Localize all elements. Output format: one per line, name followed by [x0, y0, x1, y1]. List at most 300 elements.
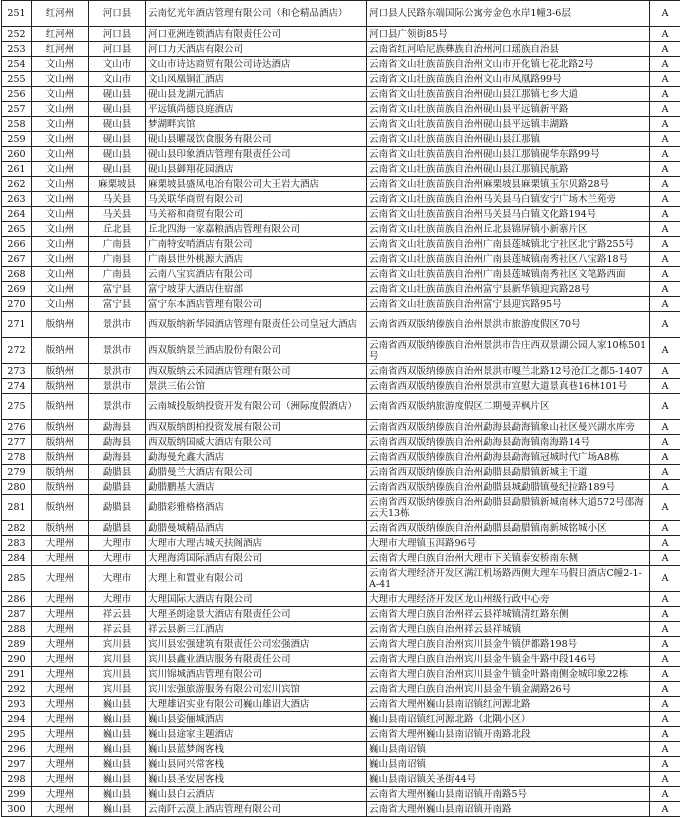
address-cell: 云南省文山壮族苗族自治州砚山县江那镇民航路	[367, 162, 650, 177]
row-number-cell: 285	[2, 566, 32, 592]
county-cell: 砚山县	[89, 162, 146, 177]
rating-cell: A	[650, 465, 680, 480]
table-row	[2, 420, 680, 435]
row-number-cell: 276	[2, 420, 32, 435]
address-cell: 云南省西双版纳傣族自治州勐海县勐海镇象山社区曼兴湖水库旁	[367, 420, 650, 435]
address-cell: 巍山县南诏镇	[367, 757, 650, 772]
prefecture-cell: 文山州	[32, 222, 89, 237]
table-row	[2, 27, 680, 42]
table-row	[2, 450, 680, 465]
hotel-name-cell: 文山市诗达商贸有限公司诗达酒店	[146, 57, 367, 72]
county-cell: 大理市	[89, 592, 146, 607]
hotel-name-cell: 富宁坡芽大酒店住宿部	[146, 282, 367, 297]
rating-cell: A	[650, 450, 680, 465]
prefecture-cell: 文山州	[32, 207, 89, 222]
address-cell: 云南省西双版纳傣族自治州景洪市旅游度假区70号	[367, 312, 650, 338]
prefecture-cell: 版纳州	[32, 420, 89, 435]
table-row	[2, 192, 680, 207]
rating-cell: A	[650, 742, 680, 757]
hotel-name-cell: 西双版纳朗柏投资发展有限公司	[146, 420, 367, 435]
hotel-name-cell: 大理圣朗途景大酒店有限责任公司	[146, 607, 367, 622]
prefecture-cell: 大理州	[32, 727, 89, 742]
county-cell: 砚山县	[89, 102, 146, 117]
hotel-name-cell: 大理上和置业有限公司	[146, 566, 367, 592]
hotel-name-cell: 河口亚洲连锁酒店有限责任公司	[146, 27, 367, 42]
prefecture-cell: 大理州	[32, 712, 89, 727]
address-cell: 云南省文山壮族苗族自治州富宁县迎宾路95号	[367, 297, 650, 312]
hotel-name-cell: 宾川县宏强建筑有限责任公司宏强酒店	[146, 637, 367, 652]
county-cell: 景洪市	[89, 312, 146, 338]
rating-cell: A	[650, 207, 680, 222]
rating-cell: A	[650, 267, 680, 282]
row-number-cell: 252	[2, 27, 32, 42]
prefecture-cell: 大理州	[32, 802, 89, 817]
hotel-name-cell: 勐腊鹏基大酒店	[146, 480, 367, 495]
county-cell: 大理市	[89, 566, 146, 592]
table-row	[2, 566, 680, 592]
rating-cell: A	[650, 697, 680, 712]
county-cell: 马关县	[89, 207, 146, 222]
hotel-name-cell: 砚山县印象酒店管理有限责任公司	[146, 147, 367, 162]
address-cell: 云南省西双版纳傣族自治州景洪市宣慰大道景真巷16林101号	[367, 379, 650, 394]
hotel-name-cell: 梦湖畔宾馆	[146, 117, 367, 132]
table-row	[2, 802, 680, 817]
table-row	[2, 297, 680, 312]
county-cell: 宾川县	[89, 667, 146, 682]
row-number-cell: 289	[2, 637, 32, 652]
hotel-name-cell: 马关联华商贸有限公司	[146, 192, 367, 207]
row-number-cell: 273	[2, 364, 32, 379]
hotel-name-cell: 巍山县圣安居客栈	[146, 772, 367, 787]
row-number-cell: 300	[2, 802, 32, 817]
address-cell: 云南省大理白族自治州祥云县祥城镇清红路东侧	[367, 607, 650, 622]
hotel-name-cell: 大理国际大酒店有限公司	[146, 592, 367, 607]
row-number-cell: 298	[2, 772, 32, 787]
hotel-name-cell: 巍山县姿俪城酒店	[146, 712, 367, 727]
hotel-name-cell: 云南城投版纳投资开发有限公司（洲际度假酒店）	[146, 394, 367, 420]
county-cell: 景洪市	[89, 364, 146, 379]
table-row	[2, 480, 680, 495]
row-number-cell: 296	[2, 742, 32, 757]
address-cell: 云南省大理州巍山县南诏镇开南路5号	[367, 787, 650, 802]
county-cell: 广南县	[89, 252, 146, 267]
county-cell: 巍山县	[89, 742, 146, 757]
prefecture-cell: 文山州	[32, 132, 89, 147]
rating-cell: A	[650, 435, 680, 450]
row-number-cell: 267	[2, 252, 32, 267]
county-cell: 巍山县	[89, 727, 146, 742]
county-cell: 勐腊县	[89, 480, 146, 495]
address-cell: 云南省文山壮族苗族自治州砚山县江那镇	[367, 132, 650, 147]
row-number-cell: 283	[2, 536, 32, 551]
hotel-name-cell: 巍山县蓝梦阁客栈	[146, 742, 367, 757]
county-cell: 大理市	[89, 536, 146, 551]
address-cell: 河口县广领街85号	[367, 27, 650, 42]
prefecture-cell: 大理州	[32, 637, 89, 652]
address-cell: 云南省大理州巍山县南诏镇开南路	[367, 802, 650, 817]
address-cell: 大理市大理镇玉洱路96号	[367, 536, 650, 551]
county-cell: 砚山县	[89, 147, 146, 162]
address-cell: 云南省文山壮族苗族自治州马关县马白镇文化路194号	[367, 207, 650, 222]
row-number-cell: 293	[2, 697, 32, 712]
rating-cell: A	[650, 312, 680, 338]
table-row	[2, 282, 680, 297]
rating-cell: A	[650, 420, 680, 435]
address-cell: 云南省文山壮族苗族自治州富宁县新华镇迎宾路28号	[367, 282, 650, 297]
table-row	[2, 712, 680, 727]
county-cell: 勐腊县	[89, 495, 146, 521]
hotel-name-cell: 云南忆光年酒店管理有限公司（和仑精品酒店）	[146, 1, 367, 27]
address-cell: 云南省西双版纳傣族自治州景洪市嘎兰北路12号沧江之都5-1407	[367, 364, 650, 379]
table-row	[2, 682, 680, 697]
hotel-name-cell: 富宁东本酒店管理有限公司	[146, 297, 367, 312]
county-cell: 巍山县	[89, 787, 146, 802]
table-row	[2, 102, 680, 117]
prefecture-cell: 大理州	[32, 787, 89, 802]
address-cell: 云南省大理白族自治州祥云县祥城镇	[367, 622, 650, 637]
county-cell: 巍山县	[89, 802, 146, 817]
hotel-name-cell: 西双版纳云禾园酒店管理有限公司	[146, 364, 367, 379]
county-cell: 麻栗坡县	[89, 177, 146, 192]
prefecture-cell: 文山州	[32, 177, 89, 192]
hotel-name-cell: 宾川县鑫业酒店服务有限责任公司	[146, 652, 367, 667]
prefecture-cell: 文山州	[32, 57, 89, 72]
rating-cell: A	[650, 607, 680, 622]
hotel-name-cell: 祥云县新三江酒店	[146, 622, 367, 637]
prefecture-cell: 版纳州	[32, 338, 89, 364]
table-row	[2, 787, 680, 802]
prefecture-cell: 大理州	[32, 742, 89, 757]
address-cell: 河口县人民路东端国际公寓旁金色水岸1幢3-6层	[367, 1, 650, 27]
row-number-cell: 270	[2, 297, 32, 312]
county-cell: 巍山县	[89, 757, 146, 772]
county-cell: 富宁县	[89, 297, 146, 312]
table-row	[2, 312, 680, 338]
hotel-name-cell: 西双版纳新华园酒店管理有限责任公司皇冠大酒店	[146, 312, 367, 338]
prefecture-cell: 大理州	[32, 536, 89, 551]
address-cell: 巍山县南诏镇	[367, 742, 650, 757]
hotel-name-cell: 砚山县龙湖元酒店	[146, 87, 367, 102]
row-number-cell: 287	[2, 607, 32, 622]
prefecture-cell: 文山州	[32, 192, 89, 207]
rating-cell: A	[650, 637, 680, 652]
county-cell: 勐海县	[89, 420, 146, 435]
row-number-cell: 253	[2, 42, 32, 57]
hotel-name-cell: 云南八宝宾酒店有限公司	[146, 267, 367, 282]
table-row	[2, 521, 680, 536]
prefecture-cell: 红河州	[32, 42, 89, 57]
row-number-cell: 263	[2, 192, 32, 207]
row-number-cell: 256	[2, 87, 32, 102]
hotel-name-cell: 巍山县同兴常客栈	[146, 757, 367, 772]
row-number-cell: 288	[2, 622, 32, 637]
address-cell: 云南省西双版纳傣族自治州勐海县勐海镇南海路14号	[367, 435, 650, 450]
table-row	[2, 267, 680, 282]
row-number-cell: 271	[2, 312, 32, 338]
table-row	[2, 592, 680, 607]
hotel-name-cell: 大理市大理古城天扶阁酒店	[146, 536, 367, 551]
rating-cell: A	[650, 72, 680, 87]
hotel-name-cell: 景洪三佑公馆	[146, 379, 367, 394]
prefecture-cell: 大理州	[32, 772, 89, 787]
rating-cell: A	[650, 282, 680, 297]
table-row	[2, 727, 680, 742]
hotel-name-cell: 云南阡云漠上酒店管理有限公司	[146, 802, 367, 817]
row-number-cell: 297	[2, 757, 32, 772]
hotel-name-cell: 勐海曼允鑫大酒店	[146, 450, 367, 465]
table-row	[2, 772, 680, 787]
address-cell: 云南省红河哈尼族彝族自治州河口瑶族自治县	[367, 42, 650, 57]
address-cell: 云南省大理白族自治州宾川县金牛镇金牛路中段146号	[367, 652, 650, 667]
table-row	[2, 607, 680, 622]
prefecture-cell: 大理州	[32, 652, 89, 667]
row-number-cell: 261	[2, 162, 32, 177]
hotel-name-cell: 砚山县御翔花园酒店	[146, 162, 367, 177]
table-row	[2, 379, 680, 394]
rating-cell: A	[650, 727, 680, 742]
rating-cell: A	[650, 682, 680, 697]
county-cell: 砚山县	[89, 117, 146, 132]
row-number-cell: 260	[2, 147, 32, 162]
prefecture-cell: 版纳州	[32, 495, 89, 521]
row-number-cell: 282	[2, 521, 32, 536]
hotel-name-cell: 勐腊曼城精品酒店	[146, 521, 367, 536]
rating-cell: A	[650, 536, 680, 551]
rating-cell: A	[650, 222, 680, 237]
rating-cell: A	[650, 566, 680, 592]
address-cell: 云南省大理白族自治州大理市下关镇泰安桥南东侧	[367, 551, 650, 566]
table-row	[2, 637, 680, 652]
rating-cell: A	[650, 379, 680, 394]
address-cell: 云南省大理白族自治州宾川县金牛镇伊都路198号	[367, 637, 650, 652]
row-number-cell: 268	[2, 267, 32, 282]
hotel-name-cell: 宾川锦城酒店管理有限公司	[146, 667, 367, 682]
address-cell: 云南省西双版纳旅游度假区二期曼弄枫片区	[367, 394, 650, 420]
rating-cell: A	[650, 652, 680, 667]
address-cell: 云南省大理州巍山县南诏镇红河源北路	[367, 697, 650, 712]
rating-cell: A	[650, 1, 680, 27]
hotel-name-cell: 勐腊曼兰大酒店有限公司	[146, 465, 367, 480]
county-cell: 巍山县	[89, 712, 146, 727]
address-cell: 云南省文山壮族苗族自治州砚山县平远镇新平路	[367, 102, 650, 117]
table-row	[2, 87, 680, 102]
table-row	[2, 742, 680, 757]
table-row	[2, 117, 680, 132]
hotel-name-cell: 勐腊彩雅格格酒店	[146, 495, 367, 521]
row-number-cell: 278	[2, 450, 32, 465]
table-row	[2, 697, 680, 712]
county-cell: 祥云县	[89, 622, 146, 637]
table-row	[2, 495, 680, 521]
county-cell: 宾川县	[89, 637, 146, 652]
rating-cell: A	[650, 237, 680, 252]
table-row	[2, 667, 680, 682]
rating-cell: A	[650, 42, 680, 57]
county-cell: 勐海县	[89, 435, 146, 450]
hotel-name-cell: 河口力天酒店有限公司	[146, 42, 367, 57]
county-cell: 祥云县	[89, 607, 146, 622]
rating-cell: A	[650, 521, 680, 536]
rating-cell: A	[650, 394, 680, 420]
address-cell: 云南省西双版纳傣族自治州勐腊县勐腊镇南新城铭城小区	[367, 521, 650, 536]
prefecture-cell: 文山州	[32, 267, 89, 282]
county-cell: 宾川县	[89, 682, 146, 697]
hotel-name-cell: 广南县世外桃源大酒店	[146, 252, 367, 267]
address-cell: 云南省文山壮族苗族自治州马关县马白镇安宁广场木兰苑旁	[367, 192, 650, 207]
table-row	[2, 1, 680, 27]
prefecture-cell: 版纳州	[32, 394, 89, 420]
county-cell: 砚山县	[89, 132, 146, 147]
hotel-name-cell: 马关裕和商贸有限公司	[146, 207, 367, 222]
rating-cell: A	[650, 667, 680, 682]
hotel-name-cell: 麻栗坡县盛凤电冶有限公司大王岩大酒店	[146, 177, 367, 192]
table-row	[2, 364, 680, 379]
row-number-cell: 262	[2, 177, 32, 192]
county-cell: 巍山县	[89, 697, 146, 712]
address-cell: 云南省文山壮族苗族自治州广南县莲城镇南秀社区八宝路18号	[367, 252, 650, 267]
rating-cell: A	[650, 117, 680, 132]
row-number-cell: 255	[2, 72, 32, 87]
row-number-cell: 281	[2, 495, 32, 521]
rating-cell: A	[650, 177, 680, 192]
table-row	[2, 394, 680, 420]
prefecture-cell: 版纳州	[32, 480, 89, 495]
table-row	[2, 207, 680, 222]
hotel-name-cell: 巍山县途家主题酒店	[146, 727, 367, 742]
county-cell: 景洪市	[89, 394, 146, 420]
table-row	[2, 536, 680, 551]
county-cell: 大理市	[89, 551, 146, 566]
row-number-cell: 275	[2, 394, 32, 420]
row-number-cell: 259	[2, 132, 32, 147]
prefecture-cell: 大理州	[32, 551, 89, 566]
table-row	[2, 652, 680, 667]
table-row	[2, 551, 680, 566]
prefecture-cell: 大理州	[32, 667, 89, 682]
row-number-cell: 292	[2, 682, 32, 697]
rating-cell: A	[650, 772, 680, 787]
row-number-cell: 254	[2, 57, 32, 72]
row-number-cell: 274	[2, 379, 32, 394]
row-number-cell: 269	[2, 282, 32, 297]
county-cell: 勐腊县	[89, 521, 146, 536]
address-cell: 云南省大理经济开发区满江机场路西侧大理车马假日酒店C幢2-1-A-41	[367, 566, 650, 592]
table-row	[2, 622, 680, 637]
table-row	[2, 237, 680, 252]
hotel-name-cell: 平远镇尚德良庭酒店	[146, 102, 367, 117]
row-number-cell: 286	[2, 592, 32, 607]
rating-cell: A	[650, 57, 680, 72]
address-cell: 云南省文山壮族苗族自治州麻栗坡县麻栗镇玉尔贝路28号	[367, 177, 650, 192]
rating-cell: A	[650, 338, 680, 364]
hotel-rating-table	[1, 0, 680, 817]
rating-cell: A	[650, 192, 680, 207]
prefecture-cell: 文山州	[32, 252, 89, 267]
address-cell: 云南省西双版纳傣族自治州勐腊县勐腊镇新城南林大道572号邵海云天13栋	[367, 495, 650, 521]
prefecture-cell: 版纳州	[32, 450, 89, 465]
prefecture-cell: 文山州	[32, 297, 89, 312]
address-cell: 云南省大理白族自治州宾川县金牛镇金叶路南侧金城印象22栋	[367, 667, 650, 682]
table-row	[2, 132, 680, 147]
row-number-cell: 258	[2, 117, 32, 132]
row-number-cell: 299	[2, 787, 32, 802]
county-cell: 河口县	[89, 1, 146, 27]
county-cell: 丘北县	[89, 222, 146, 237]
county-cell: 河口县	[89, 27, 146, 42]
hotel-name-cell: 丘北四海一家嘉粮酒店管理有限公司	[146, 222, 367, 237]
row-number-cell: 251	[2, 1, 32, 27]
address-cell: 云南省大理州巍山县南诏镇开南路北段	[367, 727, 650, 742]
hotel-name-cell: 西双版纳景兰酒店股份有限公司	[146, 338, 367, 364]
county-cell: 巍山县	[89, 772, 146, 787]
table-row	[2, 465, 680, 480]
address-cell: 云南省文山壮族苗族自治州砚山县平远镇丰湖路	[367, 117, 650, 132]
row-number-cell: 294	[2, 712, 32, 727]
county-cell: 马关县	[89, 192, 146, 207]
prefecture-cell: 大理州	[32, 697, 89, 712]
prefecture-cell: 版纳州	[32, 379, 89, 394]
rating-cell: A	[650, 802, 680, 817]
address-cell: 云南省文山壮族苗族自治州文山市开化镇七花北路2号	[367, 57, 650, 72]
prefecture-cell: 大理州	[32, 757, 89, 772]
rating-cell: A	[650, 27, 680, 42]
prefecture-cell: 红河州	[32, 1, 89, 27]
address-cell: 巍山县南诏镇红河源北路（北隅小区）	[367, 712, 650, 727]
prefecture-cell: 大理州	[32, 682, 89, 697]
prefecture-cell: 版纳州	[32, 521, 89, 536]
prefecture-cell: 文山州	[32, 282, 89, 297]
address-cell: 云南省大理白族自治州宾川县金牛镇金湖路26号	[367, 682, 650, 697]
rating-cell: A	[650, 592, 680, 607]
table-row	[2, 338, 680, 364]
rating-cell: A	[650, 480, 680, 495]
prefecture-cell: 大理州	[32, 622, 89, 637]
row-number-cell: 257	[2, 102, 32, 117]
row-number-cell: 280	[2, 480, 32, 495]
table-row	[2, 42, 680, 57]
hotel-name-cell: 文山凤凰铜汇酒店	[146, 72, 367, 87]
row-number-cell: 272	[2, 338, 32, 364]
address-cell: 云南省西双版纳傣族自治州勐腊县勐腊镇新城主干道	[367, 465, 650, 480]
county-cell: 富宁县	[89, 282, 146, 297]
table-row	[2, 757, 680, 772]
county-cell: 宾川县	[89, 652, 146, 667]
prefecture-cell: 版纳州	[32, 364, 89, 379]
prefecture-cell: 大理州	[32, 607, 89, 622]
address-cell: 巍山县南诏镇关圣街44号	[367, 772, 650, 787]
county-cell: 勐腊县	[89, 465, 146, 480]
prefecture-cell: 文山州	[32, 147, 89, 162]
county-cell: 文山市	[89, 57, 146, 72]
row-number-cell: 279	[2, 465, 32, 480]
table-row	[2, 252, 680, 267]
table-row	[2, 57, 680, 72]
table-row	[2, 162, 680, 177]
table-body	[2, 1, 680, 817]
rating-cell: A	[650, 87, 680, 102]
row-number-cell: 265	[2, 222, 32, 237]
rating-cell: A	[650, 712, 680, 727]
hotel-name-cell: 广南特安哨酒店有限公司	[146, 237, 367, 252]
rating-cell: A	[650, 364, 680, 379]
row-number-cell: 277	[2, 435, 32, 450]
hotel-name-cell: 宾川宏强旅游服务有限公司宏川宾馆	[146, 682, 367, 697]
table-row	[2, 222, 680, 237]
hotel-name-cell: 西双版纳国威大酒店有限公司	[146, 435, 367, 450]
prefecture-cell: 文山州	[32, 237, 89, 252]
address-cell: 云南省文山壮族苗族自治州文山市凤凰路99号	[367, 72, 650, 87]
row-number-cell: 290	[2, 652, 32, 667]
